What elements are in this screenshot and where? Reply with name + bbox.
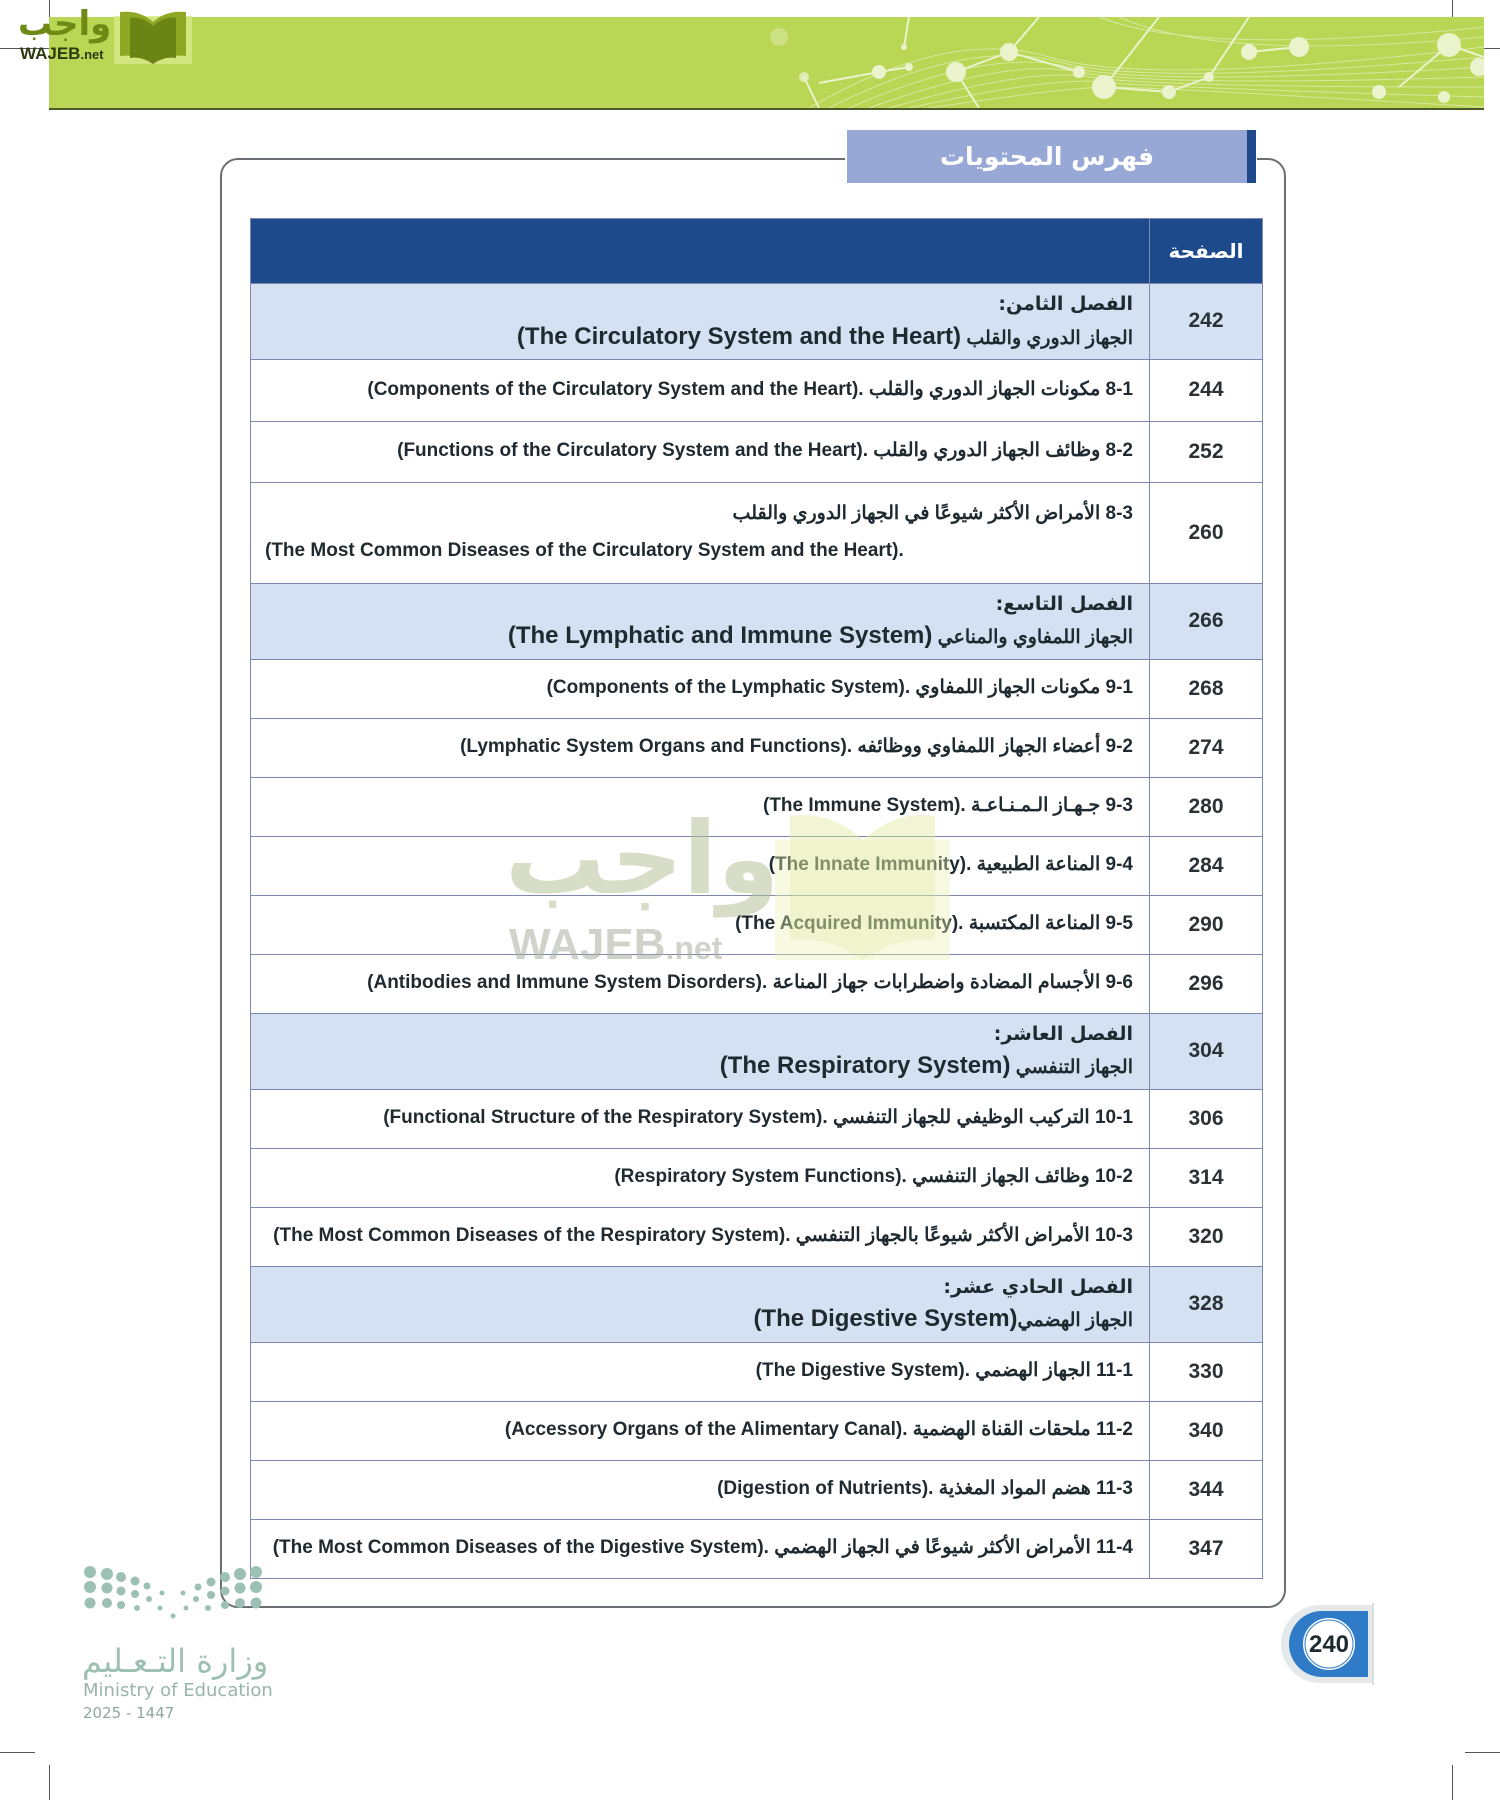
toc-item-row[interactable] xyxy=(251,1207,1263,1266)
chapter-name xyxy=(265,618,1133,654)
chapter-name-en: (The Circulatory System and the Heart) xyxy=(516,322,962,350)
page-number: 260 xyxy=(1150,482,1263,583)
chapter-label: الفصل الثامن: xyxy=(998,293,1133,315)
logo-en-main: WAJEB xyxy=(20,44,81,63)
crop-mark xyxy=(1452,1765,1453,1800)
page-number: 344 xyxy=(1150,1460,1263,1519)
section-title-ar: 8-2 وظائف الجهاز الدوري والقلب xyxy=(873,440,1133,462)
section-title xyxy=(251,1089,1150,1148)
page-number: 240 xyxy=(1308,1631,1350,1658)
page-number: 284 xyxy=(1150,836,1263,895)
page-number: 328 xyxy=(1150,1266,1263,1342)
page-number: 340 xyxy=(1150,1401,1263,1460)
edition-year: 2025 - 1447 xyxy=(83,1704,175,1722)
chapter-name xyxy=(265,319,1133,355)
section-title xyxy=(251,1207,1150,1266)
chapter-name xyxy=(265,1048,1133,1084)
section-title-en: (The Innate Immunity). xyxy=(768,854,972,876)
section-title-ar: 9-3 جـهـاز الـمـنـاعـة xyxy=(971,795,1133,817)
crop-mark xyxy=(0,1752,35,1753)
header-banner xyxy=(49,17,1484,110)
section-title-ar: 9-1 مكونات الجهاز اللمفاوي xyxy=(915,677,1133,699)
page-title: فهرس المحتويات xyxy=(939,142,1155,171)
chapter-label: الفصل العاشر: xyxy=(993,1022,1133,1045)
page-number: 280 xyxy=(1150,777,1263,836)
chapter-name-en: (The Respiratory System) xyxy=(719,1052,1011,1080)
chapter-label: الفصل الحادي عشر: xyxy=(943,1275,1133,1298)
page-number: 252 xyxy=(1150,421,1263,482)
toc-item-row[interactable] xyxy=(251,1401,1263,1460)
page-number: 320 xyxy=(1150,1207,1263,1266)
section-title-en: (The Most Common Diseases of the Respiratory System). xyxy=(273,1225,791,1247)
toc-item-row[interactable] xyxy=(251,954,1263,1013)
chapter-row[interactable] xyxy=(251,1266,1263,1342)
title-column-header xyxy=(251,219,1150,284)
watermark-arabic: واجب xyxy=(505,800,780,917)
ministry-name-en: Ministry of Education xyxy=(83,1680,273,1701)
crop-mark xyxy=(1465,1752,1500,1753)
section-title-en: (The Acquired Immunity). xyxy=(735,913,964,935)
toc-item-row[interactable] xyxy=(251,895,1263,954)
section-title xyxy=(251,1342,1150,1401)
section-title xyxy=(251,482,1150,583)
page-number: 330 xyxy=(1150,1342,1263,1401)
section-title xyxy=(251,777,1150,836)
crop-mark xyxy=(1452,0,1453,17)
chapter-title xyxy=(251,1266,1150,1342)
section-title-ar: 9-4 المناعة الطبيعية xyxy=(976,854,1133,876)
section-title-ar: 8-1 مكونات الجهاز الدوري والقلب xyxy=(868,378,1133,400)
section-title xyxy=(251,1460,1150,1519)
page-number: 296 xyxy=(1150,954,1263,1013)
section-title xyxy=(251,718,1150,777)
section-title xyxy=(251,359,1150,421)
chapter-name-en: (The Digestive System) xyxy=(753,1305,1018,1333)
ministry-dots-icon xyxy=(80,1562,280,1637)
page-title-tab xyxy=(847,130,1256,183)
section-title-ar: 9-6 الأجسام المضادة واضطرابات جهاز المناعة xyxy=(772,972,1133,994)
chapter-name xyxy=(265,1301,1133,1337)
watermark-en-main: WAJEB xyxy=(509,920,666,969)
section-title-ar: 9-5 المناعة المكتسبة xyxy=(968,913,1133,935)
chapter-name-ar: الجهاز التنفسي xyxy=(1015,1057,1133,1079)
page-number: 314 xyxy=(1150,1148,1263,1207)
toc-item-row[interactable] xyxy=(251,1460,1263,1519)
section-title xyxy=(251,421,1150,482)
toc-item-row[interactable] xyxy=(251,359,1263,421)
section-title-ar: 11-2 ملحقات القناة الهضمية xyxy=(912,1419,1133,1441)
page-number: 290 xyxy=(1150,895,1263,954)
wajeb-logo[interactable] xyxy=(8,4,198,66)
toc-item-row[interactable] xyxy=(251,777,1263,836)
toc-item-row[interactable] xyxy=(251,421,1263,482)
section-title-en: (Antibodies and Immune System Disorders). xyxy=(367,972,768,994)
ministry-logo xyxy=(80,1562,280,1732)
section-title-en: (Respiratory System Functions). xyxy=(614,1166,907,1188)
chapter-name-ar: الجهاز اللمفاوي والمناعي xyxy=(937,627,1133,649)
logo-en-suffix: .net xyxy=(80,47,104,62)
page-number: 268 xyxy=(1150,659,1263,718)
table-header-row xyxy=(251,219,1263,284)
section-title xyxy=(251,1401,1150,1460)
page-number-badge xyxy=(1280,1603,1375,1685)
chapter-title xyxy=(251,284,1150,360)
page-number: 274 xyxy=(1150,718,1263,777)
crop-mark xyxy=(1484,48,1500,49)
section-title-ar: 11-3 هضم المواد المغذية xyxy=(938,1478,1133,1500)
chapter-title xyxy=(251,583,1150,659)
section-title xyxy=(251,836,1150,895)
chapter-row[interactable] xyxy=(251,583,1263,659)
toc-item-row[interactable] xyxy=(251,836,1263,895)
table-of-contents xyxy=(250,218,1263,1579)
book-icon xyxy=(112,6,194,66)
section-title-en: (The Digestive System). xyxy=(755,1360,970,1382)
page-number: 306 xyxy=(1150,1089,1263,1148)
section-title-en: (Components of the Circulatory System and the Heart). xyxy=(367,378,864,400)
section-title-ar: 10-1 التركيب الوظيفي للجهاز التنفسي xyxy=(832,1107,1133,1129)
crop-mark xyxy=(49,1765,50,1800)
section-title xyxy=(251,954,1150,1013)
chapter-label: الفصل التاسع: xyxy=(995,592,1133,615)
page-column-header: الصفحة xyxy=(1150,219,1263,284)
section-title-en: (The Immune System). xyxy=(763,795,966,817)
toc-item-row[interactable] xyxy=(251,1148,1263,1207)
chapter-row[interactable] xyxy=(251,1013,1263,1089)
section-title xyxy=(251,1148,1150,1207)
page-number: 347 xyxy=(1150,1519,1263,1578)
section-title-en: (Functional Structure of the Respiratory System). xyxy=(383,1107,828,1129)
chapter-name-ar: الجهاز الدوري والقلب xyxy=(966,327,1133,349)
section-title-en: (The Most Common Diseases of the Digestive System). xyxy=(272,1537,769,1559)
section-title-en: (Digestion of Nutrients). xyxy=(717,1478,934,1500)
section-title-en: (Functions of the Circulatory System and the Heart). xyxy=(397,440,868,462)
page-number: 242 xyxy=(1150,284,1263,360)
section-title-ar: 10-2 وظائف الجهاز التنفسي xyxy=(912,1166,1133,1188)
section-title-ar: 8-3 الأمراض الأكثر شيوعًا في الجهاز الدوري والقلب xyxy=(732,503,1133,525)
section-title xyxy=(251,895,1150,954)
section-title-ar: 11-4 الأمراض الأكثر شيوعًا في الجهاز الهضمي xyxy=(774,1537,1133,1559)
chapter-row[interactable] xyxy=(251,284,1263,360)
toc-item-row[interactable] xyxy=(251,659,1263,718)
chapter-title xyxy=(251,1013,1150,1089)
section-title-en: (Components of the Lymphatic System). xyxy=(546,677,911,699)
logo-english-text xyxy=(20,44,104,64)
chapter-name-en: (The Lymphatic and Immune System) xyxy=(507,622,933,650)
section-title xyxy=(251,659,1150,718)
logo-arabic-text: واجب xyxy=(18,4,112,44)
toc-item-row[interactable] xyxy=(251,482,1263,583)
section-title-en: (Accessory Organs of the Alimentary Canal). xyxy=(504,1419,908,1441)
page-number: 304 xyxy=(1150,1013,1263,1089)
toc-item-row[interactable] xyxy=(251,718,1263,777)
page-number: 266 xyxy=(1150,583,1263,659)
section-title-en: (Lymphatic System Organs and Functions). xyxy=(460,736,853,758)
molecule-network-decoration xyxy=(49,17,1484,108)
page-number: 244 xyxy=(1150,359,1263,421)
watermark-en-suffix: .net xyxy=(665,930,723,966)
ministry-name-ar: وزارة التـعـليم xyxy=(82,1642,269,1680)
toc-item-row[interactable] xyxy=(251,1342,1263,1401)
toc-item-row[interactable] xyxy=(251,1089,1263,1148)
section-title-ar: 9-2 أعضاء الجهاز اللمفاوي ووظائفه xyxy=(857,736,1133,758)
section-title-en: (The Most Common Diseases of the Circulatory System and the Heart). xyxy=(265,539,904,561)
section-title xyxy=(251,1519,1150,1578)
chapter-name-ar: الجهاز الهضمي xyxy=(1017,1310,1133,1332)
toc-item-row[interactable] xyxy=(251,1519,1263,1578)
section-title-ar: 11-1 الجهاز الهضمي xyxy=(975,1360,1133,1382)
section-title-ar: 10-3 الأمراض الأكثر شيوعًا بالجهاز التنفسي xyxy=(795,1225,1133,1247)
